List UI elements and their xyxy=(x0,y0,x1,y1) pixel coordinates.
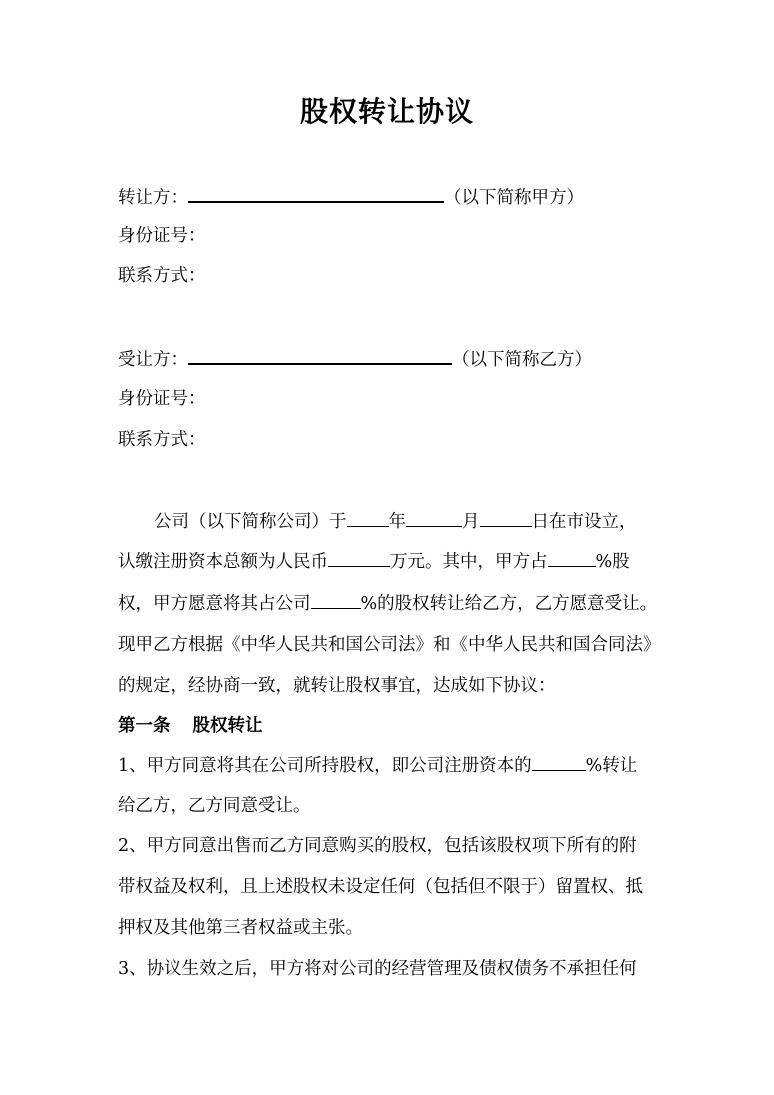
transferee-id-label: 身份证号： xyxy=(118,389,206,409)
clause-text: 1、甲方同意将其在公司所持股权，即公司注册资本的 xyxy=(118,756,532,776)
transferor-name-blank[interactable] xyxy=(188,183,444,203)
transferee-contact-label: 联系方式： xyxy=(118,430,206,450)
intro-line-4: 现甲乙方根据《中华人民共和国公司法》和《中华人民共和国合同法》 xyxy=(118,635,661,655)
clause-3-line-1: 3、协议生效之后，甲方将对公司的经营管理及债权债务不承担任何 xyxy=(118,959,637,979)
intro-text: 认缴注册资本总额为人民币 xyxy=(118,552,328,572)
transferor-contact-label: 联系方式： xyxy=(118,266,206,286)
intro-text: 日在市设立， xyxy=(531,512,637,532)
capital-amount-blank[interactable] xyxy=(328,548,390,567)
transferee-suffix: （以下简称乙方） xyxy=(452,350,592,370)
intro-line-5: 的规定，经协商一致，就转让股权事宜，达成如下协议： xyxy=(118,676,556,696)
transferee-line xyxy=(118,345,592,373)
intro-line-3 xyxy=(118,590,657,617)
intro-text: 公司（以下简称公司）于 xyxy=(154,512,347,532)
article-1-title: 股权转让 xyxy=(192,716,263,736)
document-title: 股权转让协议 xyxy=(299,95,474,128)
transferee-label: 受让方： xyxy=(118,350,188,370)
registered-capital-percent-blank[interactable] xyxy=(532,752,586,771)
day-blank[interactable] xyxy=(480,508,532,527)
article-1-number: 第一条 xyxy=(118,716,171,736)
transfer-percent-blank[interactable] xyxy=(311,590,361,609)
month-blank[interactable] xyxy=(406,508,462,527)
clause-text: %转让 xyxy=(585,756,638,776)
clause-1-line-2: 给乙方，乙方同意受让。 xyxy=(118,796,311,816)
intro-line-1 xyxy=(154,508,637,535)
clause-1-line-1 xyxy=(118,752,637,779)
clause-2-line-2: 带权益及权利，且上述股权未设定任何（包括但不限于）留置权、抵 xyxy=(118,877,643,897)
intro-line-2 xyxy=(118,548,630,575)
article-1-heading xyxy=(118,713,263,739)
intro-text: %的股权转让给乙方，乙方愿意受让。 xyxy=(360,594,658,614)
intro-text: 万元。其中，甲方占 xyxy=(390,552,548,572)
transferor-label: 转让方： xyxy=(118,188,188,208)
intro-text: 月 xyxy=(462,512,480,532)
transferor-line xyxy=(118,183,584,211)
intro-text: 权，甲方愿意将其占公司 xyxy=(118,594,311,614)
intro-text: 年 xyxy=(388,512,406,532)
transferor-id-label: 身份证号： xyxy=(118,226,206,246)
year-blank[interactable] xyxy=(347,508,389,527)
intro-text: %股 xyxy=(595,552,630,572)
party-a-share-blank[interactable] xyxy=(548,548,596,567)
transferor-suffix: （以下简称甲方） xyxy=(444,188,584,208)
clause-2-line-3: 押权及其他第三者权益或主张。 xyxy=(118,918,363,938)
clause-2-line-1: 2、甲方同意出售而乙方同意购买的股权，包括该股权项下所有的附 xyxy=(118,836,637,856)
transferee-name-blank[interactable] xyxy=(188,345,452,365)
